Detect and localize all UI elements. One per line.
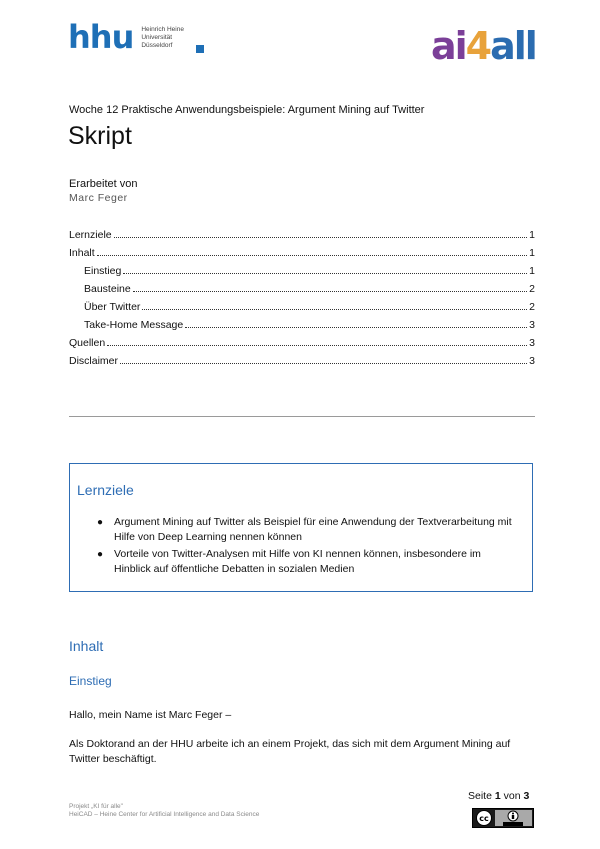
- author-name: Marc Feger: [69, 192, 128, 204]
- hhu-logo: [68, 18, 184, 56]
- bullet-icon: ●: [97, 517, 104, 528]
- learning-goals-list: [94, 515, 519, 579]
- paragraph-intro: Als Doktorand an der HHU arbeite ich an einem Projekt, das sich mit dem Argument Mining auf Twitter beschäftigt.: [69, 738, 511, 765]
- cc-by-icon: [472, 808, 534, 828]
- hhu-wordmark: hhu: [68, 18, 134, 56]
- footer-project-info: Projekt „KI für alle" HeiCAD – Heine Center for Artificial Intelligence and Data Science: [69, 803, 260, 818]
- document-subtitle: Woche 12 Praktische Anwendungsbeispiele: Argument Mining auf Twitter: [69, 104, 425, 116]
- bullet-icon: ●: [97, 549, 104, 560]
- toc-entry-ueber-twitter[interactable]: Über Twitter 2: [84, 301, 535, 313]
- toc-entry-bausteine[interactable]: Bausteine 2: [84, 283, 535, 295]
- learning-goals-box: [69, 463, 533, 592]
- toc-entry-einstieg[interactable]: Einstieg 1: [84, 265, 535, 277]
- page-number: Seite 1 von 3: [468, 790, 530, 802]
- document-title: Skript: [68, 122, 132, 150]
- toc-entry-quellen[interactable]: Quellen 3: [69, 337, 535, 349]
- toc-entry-lernziele[interactable]: Lernziele 1: [69, 229, 535, 241]
- ai4all-logo: ai4all: [431, 24, 536, 68]
- section-heading-inhalt: Inhalt: [69, 638, 104, 654]
- toc-entry-inhalt[interactable]: Inhalt 1: [69, 247, 535, 259]
- section-divider: [69, 416, 535, 417]
- hhu-university-name: Heinrich Heine Universität Düsseldorf: [141, 26, 184, 49]
- paragraph-greeting: Hallo, mein Name ist Marc Feger –: [69, 709, 232, 721]
- svg-text:cc: cc: [479, 814, 489, 823]
- authored-by-label: Erarbeitet von: [69, 178, 138, 190]
- table-of-contents: [69, 229, 535, 373]
- hhu-logo-square: [196, 45, 204, 53]
- list-item: ● Vorteile von Twitter-Analysen mit Hilfe von KI nennen können, insbesondere im Hinblick auf öffentliche Debatten in sozialen Medien: [97, 548, 481, 575]
- toc-entry-disclaimer[interactable]: Disclaimer 3: [69, 355, 535, 367]
- learning-goals-title: Lernziele: [77, 482, 134, 498]
- list-item: ● Argument Mining auf Twitter als Beispiel für eine Anwendung der Textverarbeitung mit Hilfe von Deep Learning nennen können: [97, 516, 512, 543]
- subsection-heading-einstieg: Einstieg: [69, 674, 112, 688]
- toc-entry-take-home-message[interactable]: Take-Home Message 3: [84, 319, 535, 331]
